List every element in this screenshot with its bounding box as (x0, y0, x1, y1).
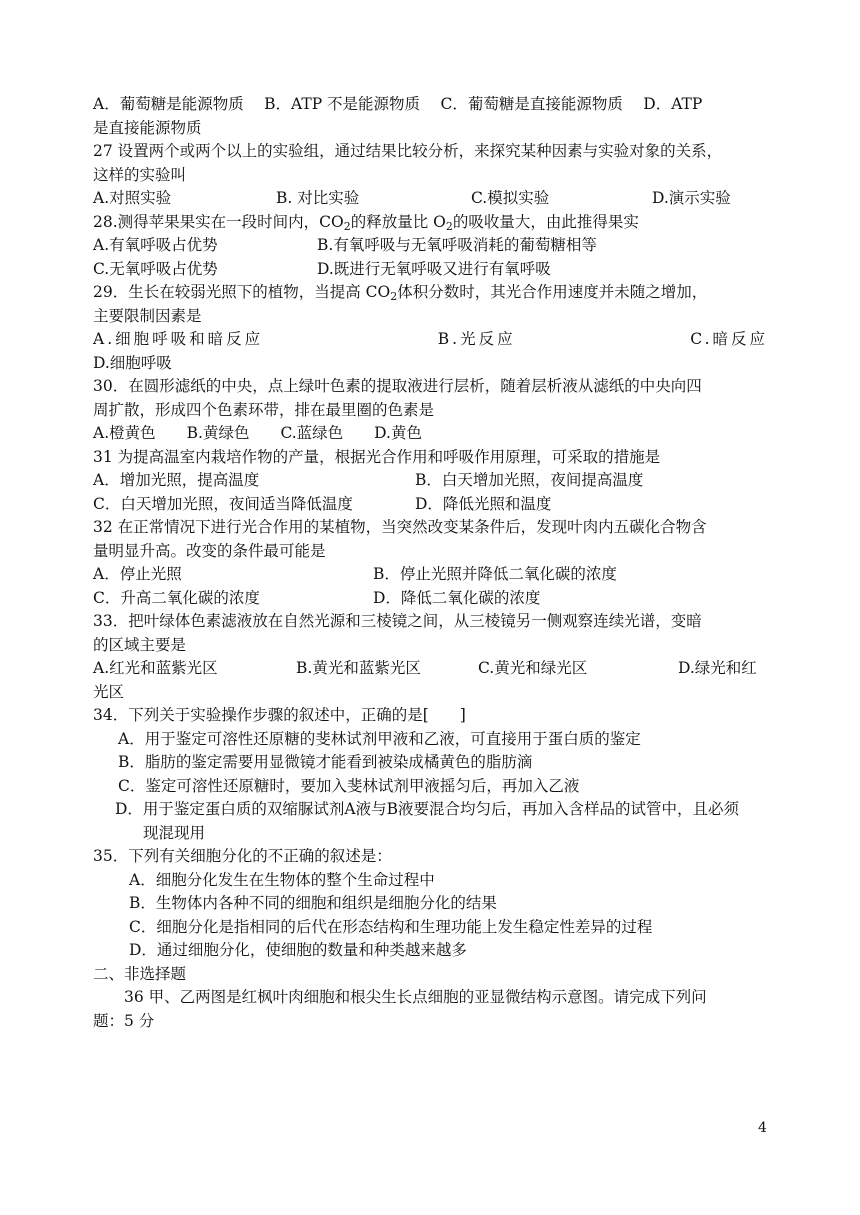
q31-stem: 31 为提高温室内栽培作物的产量，根据光合作用和呼吸作用原理，可采取的措施是 (93, 447, 661, 466)
q31-option-c: C．白天增加光照，夜间适当降低温度 (93, 494, 353, 513)
q28-options-row-1 (93, 234, 768, 258)
q36-stem-line-2: 题：5 分 (93, 1011, 155, 1030)
q33-stem-line-2: 的区域主要是 (93, 635, 187, 654)
q29-co2-subscript: 2 (390, 290, 398, 303)
q31-option-b: B．白天增加光照，夜间提高温度 (415, 471, 644, 489)
q32-stem-line-2: 量明显升高。改变的条件最可能是 (93, 541, 326, 560)
q34-option-d-line-1: D．用于鉴定蛋白质的双缩脲试剂A液与B液要混合均匀后，再加入含样品的试管中，且必须 (115, 800, 740, 818)
q33-options (93, 657, 768, 681)
q28-option-d: D.既进行无氧呼吸又进行有氧呼吸 (317, 259, 551, 278)
q32-option-a: A．停止光照 (93, 565, 182, 583)
q31-options-row-2 (93, 493, 768, 517)
q28-stem-pre: 28.测得苹果果实在一段时间内，CO (93, 212, 344, 231)
q31-options-row-1 (93, 469, 768, 493)
q29-option-b: B.光反应 (437, 330, 516, 348)
q32-options-row-1 (93, 563, 768, 587)
q34-option-d-line-2: 现混现用 (143, 823, 206, 842)
q28-stem (93, 211, 768, 235)
q36-stem-line-1: 36 甲、乙两图是红枫叶肉细胞和根尖生长点细胞的亚显微结构示意图。请完成下列问 (124, 988, 707, 1006)
q33-option-d: D.绿光和红 (678, 659, 757, 677)
q33-option-a: A.红光和蓝紫光区 (93, 659, 218, 677)
q29-option-a: A.细胞呼吸和暗反应 (93, 330, 264, 348)
q32-option-b: B．停止光照并降低二氧化碳的浓度 (373, 565, 617, 583)
q29-options (93, 328, 768, 352)
q30-stem-line-1: 30．在圆形滤纸的中央，点上绿叶色素的提取液进行层析，随着层析液从滤纸的中央向四 (93, 377, 702, 395)
q33-option-c: C.黄光和绿光区 (478, 659, 588, 677)
q35-option-d: D．通过细胞分化，使细胞的数量和种类越来越多 (129, 941, 467, 959)
q29-stem-line-1 (93, 281, 768, 305)
q28-o2-subscript: 2 (445, 219, 453, 233)
q35-stem: 35．下列有关细胞分化的不正确的叙述是： (93, 847, 392, 865)
q27-stem-line-1: 27 设置两个或两个以上的实验组，通过结果比较分析，来探究某种因素与实验对象的关系， (93, 142, 723, 160)
q34-option-c: C．鉴定可溶性还原糖时，要加入斐林试剂甲液摇匀后，再加入乙液 (118, 776, 580, 795)
section-2-heading: 二、非选择题 (93, 964, 187, 983)
q35-option-c: C．细胞分化是指相同的后代在形态结构和生理功能上发生稳定性差异的过程 (129, 917, 653, 936)
q29-stem-line-2: 主要限制因素是 (93, 306, 202, 325)
q27-stem-line-2: 这样的实验叫 (93, 165, 187, 184)
q28-option-c: C.无氧呼吸占优势 (93, 259, 218, 278)
q30-stem-line-2: 周扩散，形成四个色素环带，排在最里圈的色素是 (93, 400, 435, 419)
q28-co2-subscript: 2 (343, 219, 351, 233)
q35-option-a: A．细胞分化发生在生物体的整个生命过程中 (129, 870, 435, 889)
q34-option-b: B．脂肪的鉴定需要用显微镜才能看到被染成橘黄色的脂肪滴 (118, 753, 533, 771)
q31-option-d: D．降低光照和温度 (415, 494, 552, 513)
q33-option-b: B.黄光和蓝紫光区 (296, 659, 421, 677)
q33-option-d-continued: 光区 (93, 682, 125, 701)
q27-option-b: B. 对比实验 (276, 189, 360, 207)
q26-options-line-2: 是直接能源物质 (93, 118, 202, 137)
q28-options-row-2 (93, 258, 768, 282)
q28-stem-mid: 的释放量比 O (350, 212, 446, 231)
q32-stem-line-1: 32 在正常情况下进行光合作用的某植物，当突然改变某条件后，发现叶肉内五碳化合物含 (93, 518, 707, 536)
page-number: 4 (758, 1120, 767, 1136)
q28-option-a: A.有氧呼吸占优势 (93, 236, 218, 254)
q32-options-row-2 (93, 587, 768, 611)
q29-stem-pre: 29．生长在较弱光照下的植物，当提高 CO (93, 283, 391, 301)
q27-option-c: C.模拟实验 (471, 189, 550, 207)
q35-option-b: B．生物体内各种不同的细胞和组织是细胞分化的结果 (129, 894, 497, 912)
q32-option-c: C．升高二氧化碳的浓度 (93, 588, 260, 607)
q29-stem-post: 体积分数时，其光合作用速度并未随之增加， (397, 283, 708, 301)
q28-stem-post: 的吸收量大，由此推得果实 (452, 212, 639, 231)
q29-option-d: D.细胞呼吸 (93, 353, 172, 372)
q26-options-line-1: A．葡萄糖是能源物质 B．ATP 不是能源物质 C．葡萄糖是直接能源物质 D．ATP (93, 95, 703, 113)
page-content (93, 93, 768, 1033)
q34-stem: 34．下列关于实验操作步骤的叙述中，正确的是[ ] (93, 706, 466, 724)
q32-option-d: D．降低二氧化碳的浓度 (373, 588, 541, 607)
q27-option-a: A.对照实验 (93, 189, 172, 207)
q28-option-b: B.有氧呼吸与无氧呼吸消耗的葡萄糖相等 (317, 236, 597, 254)
q29-option-c: C.暗反应 (690, 330, 768, 348)
q27-options (93, 187, 768, 211)
q27-option-d: D.演示实验 (652, 189, 731, 207)
q30-options: A.橙黄色 B.黄绿色 C.蓝绿色 D.黄色 (93, 424, 422, 442)
q31-option-a: A．增加光照，提高温度 (93, 471, 260, 489)
q34-option-a: A．用于鉴定可溶性还原糖的斐林试剂甲液和乙液，可直接用于蛋白质的鉴定 (118, 729, 641, 748)
q33-stem-line-1: 33．把叶绿体色素滤液放在自然光源和三棱镜之间，从三棱镜另一侧观察连续光谱，变暗 (93, 612, 702, 630)
